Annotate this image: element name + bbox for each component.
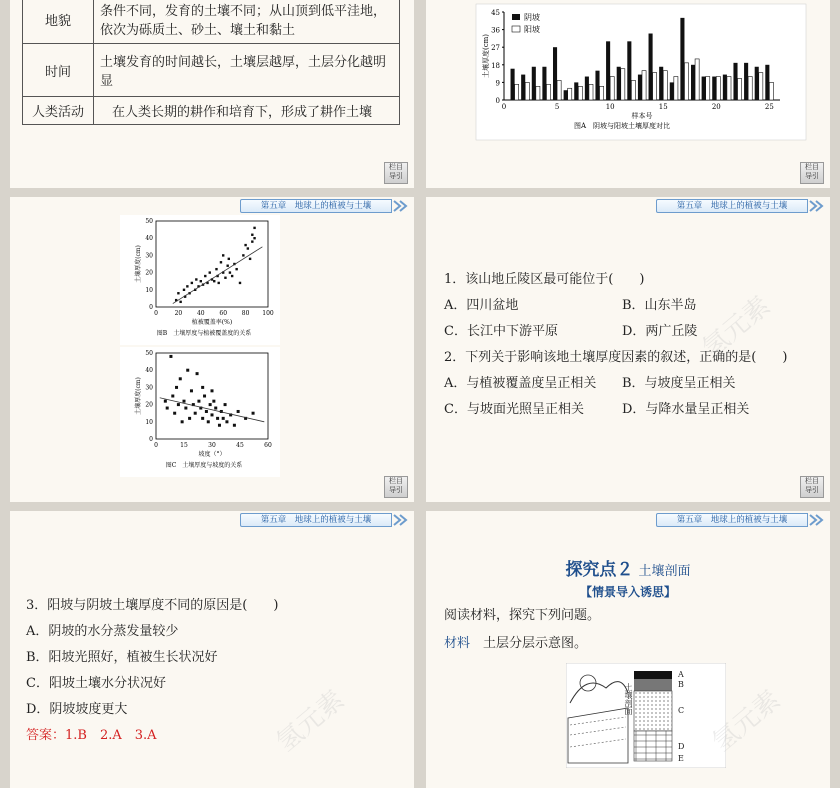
slide-soil-factors-table xyxy=(10,0,414,188)
layer-label-a: A xyxy=(678,670,684,679)
data-point xyxy=(222,254,224,256)
chevron-right-icon xyxy=(808,199,826,213)
y-tick-label: 36 xyxy=(491,26,500,35)
question-list xyxy=(444,267,824,423)
bar-sunny-slope xyxy=(568,88,572,100)
data-point xyxy=(224,277,226,279)
data-point xyxy=(211,413,214,416)
data-point xyxy=(235,268,237,270)
option-b: B．阳坡光照好，植被生长状况好 xyxy=(26,650,218,665)
x-tick-label: 15 xyxy=(658,103,668,111)
row-key: 时间 xyxy=(23,44,94,97)
bar-shady-slope xyxy=(680,18,684,100)
chapter-header: 第五章 地球上的植被与土壤 xyxy=(240,513,410,527)
y-tick-label: 50 xyxy=(145,350,153,357)
y-axis-label: 土壤厚度(cm) xyxy=(482,33,490,79)
bar-sunny-slope xyxy=(525,82,529,100)
data-point xyxy=(224,403,227,406)
row-value: 土壤发育的时间越长，土壤层越厚，土层分化越明显 xyxy=(94,44,400,97)
option-right: D．与降水量呈正相关 xyxy=(622,402,750,417)
x-tick-label: 5 xyxy=(554,103,560,111)
bar-shady-slope xyxy=(638,75,642,100)
bar-sunny-slope xyxy=(716,77,720,100)
option-right: D．两广丘陵 xyxy=(622,324,698,339)
x-tick-label: 30 xyxy=(208,442,216,449)
legend-swatch-shady xyxy=(512,14,520,20)
y-tick-label: 20 xyxy=(145,401,153,409)
chart-b-thickness-vs-vegetation xyxy=(120,215,280,345)
y-tick-label: 30 xyxy=(145,252,153,260)
x-tick-label: 60 xyxy=(219,310,228,317)
data-point xyxy=(173,412,176,415)
bar-shady-slope xyxy=(744,63,748,100)
bar-shady-slope xyxy=(627,41,631,100)
bar-sunny-slope xyxy=(706,77,710,100)
data-point xyxy=(214,407,217,410)
nav-guide-button[interactable]: 栏目 导引 xyxy=(800,476,824,498)
slide-questions-1-2 xyxy=(426,197,830,502)
bar-sunny-slope xyxy=(600,86,604,100)
bar-shady-slope xyxy=(542,67,546,100)
chapter-header: 第五章 地球上的植被与土壤 xyxy=(240,199,410,213)
y-tick-label: 20 xyxy=(145,269,153,277)
slide-soil-profile xyxy=(426,511,830,788)
data-point xyxy=(175,386,178,389)
data-point xyxy=(212,400,215,403)
data-point xyxy=(169,355,172,358)
data-point xyxy=(222,417,225,420)
bar-sunny-slope xyxy=(738,78,742,100)
bar-shady-slope xyxy=(521,75,525,100)
data-point xyxy=(190,389,193,392)
y-tick-label: 10 xyxy=(145,418,153,426)
bar-sunny-slope xyxy=(515,84,519,100)
x-tick-label: 100 xyxy=(262,310,274,317)
table-row xyxy=(23,97,400,125)
data-point xyxy=(164,400,167,403)
y-tick-label: 10 xyxy=(145,286,153,294)
data-point xyxy=(218,282,220,284)
bar-sunny-slope xyxy=(684,63,688,100)
option-left: A．四川盆地 xyxy=(444,298,519,313)
x-tick-label: 60 xyxy=(264,442,272,449)
row-value: 条件不同，发育的土壤不同；从山顶到低平洼地，依次为砾质土、砂土、壤土和黏土 xyxy=(94,0,400,44)
data-point xyxy=(237,410,240,413)
data-point xyxy=(184,407,187,410)
x-tick-label: 25 xyxy=(764,103,774,111)
legend-swatch-sunny xyxy=(512,26,520,32)
x-tick-label: 20 xyxy=(174,310,183,317)
question-3-block xyxy=(26,593,406,749)
y-tick-label: 50 xyxy=(145,218,153,225)
y-tick-label: 40 xyxy=(145,235,153,243)
bar-shady-slope xyxy=(702,77,706,100)
watermark: 氢元素 xyxy=(697,290,777,364)
row-key: 地貌 xyxy=(23,0,94,44)
data-point xyxy=(177,403,180,406)
bar-sunny-slope xyxy=(727,77,731,100)
options-row xyxy=(444,371,824,397)
profile-side-label: 土壤剖面 xyxy=(624,683,633,715)
data-point xyxy=(166,407,169,410)
data-point xyxy=(179,301,181,303)
x-tick-label: 15 xyxy=(180,442,188,449)
data-point xyxy=(194,412,197,415)
data-point xyxy=(186,285,188,287)
data-point xyxy=(186,369,189,372)
bar-shady-slope xyxy=(617,67,621,100)
data-point xyxy=(253,227,255,229)
chevron-right-icon xyxy=(808,513,826,527)
option-right: B．与坡度呈正相关 xyxy=(622,376,736,391)
data-point xyxy=(242,254,244,256)
question-text: 2．下列关于影响该地土壤厚度因素的叙述，正确的是( ) xyxy=(444,350,788,365)
data-point xyxy=(207,420,210,423)
x-tick-label: 10 xyxy=(605,103,615,111)
material-line: 材料 土层分层示意图。 xyxy=(444,636,588,651)
legend-label-sunny: 阳坡 xyxy=(524,25,540,34)
row-value: 在人类长期的耕作和培育下，形成了耕作土壤 xyxy=(94,97,400,125)
bar-shady-slope xyxy=(659,67,663,100)
option-c: C．阳坡土壤水分状况好 xyxy=(26,676,166,691)
bar-shady-slope xyxy=(649,34,653,100)
data-point xyxy=(195,278,197,280)
data-point xyxy=(251,240,253,242)
y-tick-label: 40 xyxy=(145,367,153,375)
data-point xyxy=(191,282,193,284)
options-row xyxy=(444,319,824,345)
bar-shady-slope xyxy=(733,63,737,100)
y-tick-label: 0 xyxy=(149,436,153,443)
chart-c-thickness-vs-slope xyxy=(120,347,280,477)
bar-shady-slope xyxy=(765,65,769,100)
chart-a-title: 图A 阴坡与阳坡土壤厚度对比 xyxy=(573,122,671,130)
bar-sunny-slope xyxy=(578,86,582,100)
data-point xyxy=(177,292,179,294)
data-point xyxy=(251,234,253,236)
data-point xyxy=(253,237,255,239)
bar-sunny-slope xyxy=(536,86,540,100)
data-point xyxy=(249,258,251,260)
question-text: 1．该山地丘陵区最可能位于( ) xyxy=(444,272,645,287)
y-axis-label: 土壤厚度(cm) xyxy=(135,245,142,283)
option-left: C．长江中下游平原 xyxy=(444,324,558,339)
bar-sunny-slope xyxy=(589,84,593,100)
bar-sunny-slope xyxy=(621,69,625,100)
layer-label-e: E xyxy=(678,754,684,763)
data-point xyxy=(231,275,233,277)
chart-a-soil-thickness-slopes xyxy=(426,0,830,188)
bar-sunny-slope xyxy=(748,77,752,100)
x-tick-label: 40 xyxy=(196,310,205,317)
layer-label-b: B xyxy=(678,680,684,689)
watermark: 氢元素 xyxy=(707,684,787,758)
data-point xyxy=(183,400,186,403)
y-tick-label: 18 xyxy=(491,61,500,70)
data-point xyxy=(200,280,202,282)
data-point xyxy=(252,412,255,415)
intro-text: 阅读材料，探究下列问题。 xyxy=(444,608,601,623)
data-point xyxy=(196,372,199,375)
data-point xyxy=(201,417,204,420)
data-point xyxy=(244,244,246,246)
x-tick-label: 0 xyxy=(154,442,158,449)
data-point xyxy=(211,389,214,392)
option-right: B．山东半岛 xyxy=(622,298,697,313)
row-key: 人类活动 xyxy=(23,97,94,125)
option-d: D．阴坡坡度更大 xyxy=(26,702,128,717)
data-point xyxy=(204,275,206,277)
chart-title: 图B 土壤厚度与植被覆盖度的关系 xyxy=(156,330,252,337)
chevron-right-icon xyxy=(392,513,410,527)
bar-shady-slope xyxy=(670,82,674,100)
nav-guide-button[interactable]: 栏目 导引 xyxy=(800,162,824,184)
data-point xyxy=(203,395,206,398)
data-point xyxy=(213,280,215,282)
soil-profile-figure xyxy=(566,663,726,768)
bar-shady-slope xyxy=(595,71,599,100)
bar-shady-slope xyxy=(564,90,568,100)
x-axis-label: 坡度（°） xyxy=(198,451,226,458)
y-tick-label: 27 xyxy=(491,44,500,53)
data-point xyxy=(218,424,221,427)
bar-sunny-slope xyxy=(769,82,773,100)
watermark: 氢元素 xyxy=(271,684,351,758)
data-point xyxy=(215,268,217,270)
chevron-right-icon xyxy=(392,199,410,213)
data-point xyxy=(201,386,204,389)
bar-shady-slope xyxy=(574,82,578,100)
option-left: C．与坡面光照呈正相关 xyxy=(444,402,584,417)
bar-shady-slope xyxy=(585,77,589,100)
bar-shady-slope xyxy=(755,67,759,100)
slide-charts-b-c xyxy=(10,197,414,502)
layer-label-c: C xyxy=(678,706,685,715)
y-tick-label: 30 xyxy=(145,384,153,392)
bar-shady-slope xyxy=(511,69,515,100)
legend-label-shady: 阴坡 xyxy=(524,13,540,22)
chapter-header: 第五章 地球上的植被与土壤 xyxy=(656,199,826,213)
slide-question-3 xyxy=(10,511,414,788)
y-tick-label: 9 xyxy=(495,79,500,88)
x-tick-label: 20 xyxy=(711,103,721,111)
soil-factors-table xyxy=(22,0,400,125)
bar-sunny-slope xyxy=(557,80,561,100)
slide-chart-a xyxy=(426,0,830,188)
y-tick-label: 0 xyxy=(495,97,500,105)
data-point xyxy=(226,265,228,267)
data-point xyxy=(171,395,174,398)
bar-sunny-slope xyxy=(653,73,657,100)
bar-shady-slope xyxy=(712,77,716,100)
y-tick-label: 0 xyxy=(149,304,153,311)
data-point xyxy=(197,400,200,403)
data-point xyxy=(188,417,191,420)
x-tick-label: 80 xyxy=(241,310,250,317)
x-axis-label: 植被覆盖率(%) xyxy=(191,319,233,326)
data-point xyxy=(209,271,211,273)
table-row xyxy=(23,44,400,97)
x-axis-label: 样本号 xyxy=(631,112,653,120)
nav-guide-button[interactable]: 栏目 导引 xyxy=(384,476,408,498)
chapter-header: 第五章 地球上的植被与土壤 xyxy=(656,513,826,527)
data-point xyxy=(220,261,222,263)
bar-shady-slope xyxy=(553,47,557,100)
option-left: A．与植被覆盖度呈正相关 xyxy=(444,376,597,391)
section-title: 探究点２ 土壤剖面 xyxy=(565,560,691,580)
bar-sunny-slope xyxy=(631,80,635,100)
data-point xyxy=(229,271,231,273)
bar-sunny-slope xyxy=(642,71,646,100)
data-point xyxy=(209,403,212,406)
option-a: A．阴坡的水分蒸发量较少 xyxy=(26,624,179,639)
data-point xyxy=(181,420,184,423)
bar-shady-slope xyxy=(532,67,536,100)
bar-sunny-slope xyxy=(759,73,763,100)
data-point xyxy=(179,377,182,380)
nav-guide-button[interactable]: 栏目 导引 xyxy=(384,162,408,184)
data-point xyxy=(225,420,228,423)
bar-sunny-slope xyxy=(695,59,699,100)
bar-sunny-slope xyxy=(663,71,667,100)
y-axis-label: 土壤厚度(cm) xyxy=(135,377,142,415)
x-tick-label: 0 xyxy=(154,310,158,317)
data-point xyxy=(228,258,230,260)
bar-shady-slope xyxy=(606,41,610,100)
question-3-text: 3．阳坡与阴坡土壤厚度不同的原因是( ) xyxy=(26,598,279,613)
bar-sunny-slope xyxy=(546,84,550,100)
data-point xyxy=(216,417,219,420)
data-point xyxy=(205,410,208,413)
data-point xyxy=(183,289,185,291)
bar-sunny-slope xyxy=(610,77,614,100)
data-point xyxy=(233,424,236,427)
chart-title: 图C 土壤厚度与坡度的关系 xyxy=(165,462,243,469)
x-tick-label: 45 xyxy=(236,442,244,449)
bar-sunny-slope xyxy=(674,77,678,100)
x-tick-label: 0 xyxy=(501,103,507,111)
table-row xyxy=(23,0,400,44)
bar-shady-slope xyxy=(723,75,727,100)
data-point xyxy=(247,247,249,249)
data-point xyxy=(239,282,241,284)
y-tick-label: 45 xyxy=(491,9,500,17)
section-subtitle: 【情景导入诱思】 xyxy=(579,585,676,599)
bar-shady-slope xyxy=(691,65,695,100)
layer-label-d: D xyxy=(678,742,685,751)
options-row xyxy=(444,397,824,423)
answer-text: 答案：1.B 2.A 3.A xyxy=(26,728,157,743)
